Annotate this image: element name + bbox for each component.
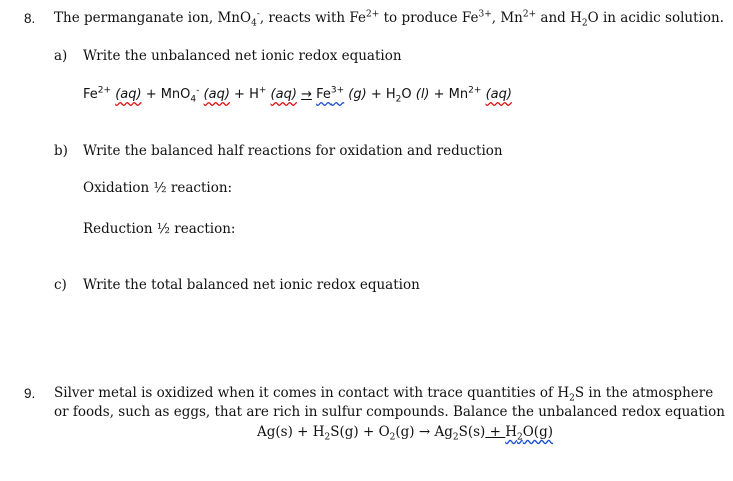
oxidation-half-reaction-label: Oxidation ½ reaction:: [83, 180, 233, 196]
question-9-line-2: or foods, such as eggs, that are rich in sulfur compounds. Balance the unbalanced redox equation: [54, 404, 725, 420]
part-b-label: b): [54, 143, 68, 159]
question-8-stem: The permanganate ion, MnO$_4$-, reacts with $Fe^{2+}$ to produce $Fe^{3+}$, $Mn^{2+}$ and $H_2O$ in acidic solution.: [54, 9, 724, 29]
part-b-instruction: Write the balanced half reactions for oxidation and reduction: [83, 143, 503, 159]
part-c-label: c): [54, 277, 67, 293]
part-a-instruction: Write the unbalanced net ionic redox equation: [83, 48, 402, 64]
unbalanced-equation-8a: $Fe^{2+}$ (aq) + MnO$_4$- (aq) + H+ $(aq) \to Fe^{3+}$ $(g) + H_2O$ $(l) + Mn^{2+}$ (aq): [83, 85, 512, 105]
part-c-instruction: Write the total balanced net ionic redox equation: [83, 277, 420, 293]
question-9-line-1: Silver metal is oxidized when it comes in contact with trace quantities of $H_2S$ in the atmosphere: [54, 385, 714, 404]
question-8-number: 8.: [24, 11, 36, 26]
part-a-label: a): [54, 48, 68, 64]
question-9-number: 9.: [24, 386, 36, 401]
reduction-half-reaction-label: Reduction ½ reaction:: [83, 221, 236, 237]
unbalanced-equation-9: $Ag(s) + H_2S(g) + O_2(g) \to Ag_2S(s) + H_2O(g)$: [257, 424, 553, 443]
